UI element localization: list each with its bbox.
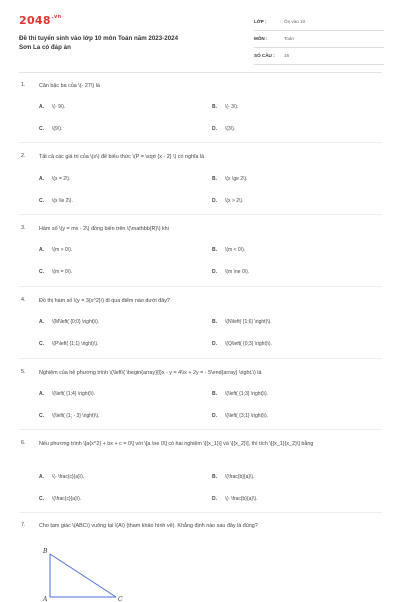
exam-title-line1: Đề thi tuyển sinh vào lớp 10 môn Toán năm 2023-2024 xyxy=(19,35,179,42)
question-number: 5. xyxy=(21,369,26,375)
question-text: Hàm số \(y = mx - 2\) đồng biến trên \(\mathbb{R}\) khi xyxy=(39,226,169,232)
option-b[interactable] xyxy=(212,176,248,182)
option-a[interactable] xyxy=(39,319,99,325)
option-letter: B. xyxy=(212,391,217,397)
option-letter: C. xyxy=(39,269,44,275)
option-text: \(Q\left( {0;3} \right)\). xyxy=(225,341,272,347)
question-text: Cho tam giác \(ABC\) vuông tại \(A\) (tham khảo hình vẽ). Khẳng định nào sau đây là đúng? xyxy=(39,523,258,529)
logo-suffix: .vn xyxy=(51,14,62,20)
exam-header xyxy=(0,0,400,70)
option-text: \(9\). xyxy=(52,126,63,132)
option-text: \(3\). xyxy=(225,126,236,132)
option-a[interactable] xyxy=(39,247,72,253)
option-text: \(x = 2\). xyxy=(52,176,71,182)
option-letter: C. xyxy=(39,198,44,204)
meta-value-count: 16 xyxy=(284,53,290,58)
option-letter: D. xyxy=(212,341,217,347)
option-text: \(- \frac{b}{a}\). xyxy=(225,496,258,502)
option-d[interactable] xyxy=(212,269,249,275)
option-text: \(- 9\). xyxy=(52,104,66,110)
header-divider xyxy=(19,72,382,73)
option-d[interactable] xyxy=(212,126,235,132)
option-c[interactable] xyxy=(39,341,98,347)
option-b[interactable] xyxy=(212,474,254,480)
option-text: \(\frac{c}{a}\). xyxy=(52,496,82,502)
option-d[interactable] xyxy=(212,341,272,347)
option-b[interactable] xyxy=(212,391,268,397)
site-logo[interactable] xyxy=(19,14,61,27)
option-letter: D. xyxy=(212,126,217,132)
meta-row-subject xyxy=(254,31,384,48)
question-number: 7. xyxy=(21,522,26,528)
option-letter: B. xyxy=(212,319,217,325)
question-text: Tất cả các giá trị của \(x\) để biểu thức \(P = \sqrt {x - 2} \) có nghĩa là xyxy=(39,154,205,160)
option-letter: A. xyxy=(39,176,44,182)
option-text: \(m \ne 0\). xyxy=(225,269,250,275)
option-a[interactable] xyxy=(39,104,65,110)
option-text: \(N\left( {1;6} \right)\). xyxy=(225,319,272,325)
option-letter: A. xyxy=(39,319,44,325)
option-letter: A. xyxy=(39,104,44,110)
option-text: \(\left( {1;3} \right)\). xyxy=(225,391,269,397)
option-letter: B. xyxy=(212,474,217,480)
option-c[interactable] xyxy=(39,126,62,132)
option-b[interactable] xyxy=(212,247,245,253)
question-number: 1. xyxy=(21,82,26,88)
option-b[interactable] xyxy=(212,104,238,110)
option-a[interactable] xyxy=(39,391,95,397)
option-d[interactable] xyxy=(212,198,243,204)
question-text: Nghiệm của hệ phương trình \(\left\{ \begin{array}{l}x - y = 4\\x + 2y = - 5\end{array} \right.\) là xyxy=(39,370,262,376)
option-letter: A. xyxy=(39,391,44,397)
question-divider xyxy=(19,429,382,430)
option-a[interactable] xyxy=(39,474,84,480)
option-c[interactable] xyxy=(39,269,72,275)
exam-title-line2: Sơn La có đáp án xyxy=(19,44,71,51)
option-text: \(x \ge 2\). xyxy=(225,176,248,182)
option-text: \(- \frac{c}{a}\). xyxy=(52,474,85,480)
question-number: 2. xyxy=(21,153,26,159)
option-letter: D. xyxy=(212,413,217,419)
meta-key-class: LỚP : xyxy=(254,19,267,24)
option-d[interactable] xyxy=(212,496,258,502)
option-text: \(\frac{b}{a}\). xyxy=(225,474,255,480)
option-text: \(x \le 2\). xyxy=(52,198,73,204)
option-letter: D. xyxy=(212,496,217,502)
meta-value-class: Ôn vào 10 xyxy=(284,19,306,24)
option-text: \(P\left( {1;1} \right)\). xyxy=(52,341,99,347)
option-text: \(- 3\). xyxy=(225,104,239,110)
question-divider xyxy=(19,358,382,359)
question-divider xyxy=(19,142,382,143)
option-text: \(x > 2\). xyxy=(225,198,244,204)
question-text: Đồ thị hàm số \(y = 3{x^2}\) đi qua điểm nào dưới đây? xyxy=(39,298,170,304)
option-letter: D. xyxy=(212,269,217,275)
vertex-label-c: C xyxy=(118,596,123,602)
question-divider xyxy=(19,512,382,513)
question-number: 4. xyxy=(21,297,26,303)
vertex-label-b: B xyxy=(43,548,48,555)
option-letter: C. xyxy=(39,496,44,502)
option-text: \(m = 0\). xyxy=(52,269,73,275)
question-number: 6. xyxy=(21,440,26,446)
option-letter: C. xyxy=(39,126,44,132)
option-letter: C. xyxy=(39,413,44,419)
option-b[interactable] xyxy=(212,319,272,325)
exam-title xyxy=(19,34,244,52)
option-text: \(m < 0\). xyxy=(225,247,246,253)
meta-key-count: SỐ CÂU : xyxy=(254,53,275,58)
vertex-label-a: A xyxy=(43,596,48,602)
triangle-figure xyxy=(30,540,140,602)
option-c[interactable] xyxy=(39,413,100,419)
question-divider xyxy=(19,214,382,215)
question-number: 3. xyxy=(21,225,26,231)
option-text: \(m > 0\). xyxy=(52,247,73,253)
side-bc xyxy=(50,554,116,597)
meta-value-subject: Toán xyxy=(284,36,294,41)
option-text: \(\left( {3;1} \right)\). xyxy=(225,413,269,419)
option-letter: B. xyxy=(212,104,217,110)
meta-row-count xyxy=(254,48,384,65)
option-c[interactable] xyxy=(39,198,73,204)
logo-text: 2048 xyxy=(19,14,51,27)
option-text: \(\left( {1;4} \right)\). xyxy=(52,391,96,397)
question-text: Căn bậc ba của \(- 27\) là xyxy=(39,83,100,89)
meta-row-class xyxy=(254,14,384,31)
meta-key-subject: MÔN : xyxy=(254,36,268,41)
option-d[interactable] xyxy=(212,413,268,419)
option-text: \(M\left( {0;0} \right)\). xyxy=(52,319,100,325)
question-divider xyxy=(19,286,382,287)
option-letter: A. xyxy=(39,474,44,480)
option-c[interactable] xyxy=(39,496,81,502)
option-letter: B. xyxy=(212,176,217,182)
option-letter: A. xyxy=(39,247,44,253)
question-text: Nếu phương trình \[a{x^2} + bx + c = 0\] với \[a \ne 0\] có hai nghiệm \[{x_1}\] và \[{x_2}\], thì tích \[{x_1}{x_2}\] bằng xyxy=(39,441,314,447)
option-letter: C. xyxy=(39,341,44,347)
option-text: \(\left( {1; - 3} \right)\). xyxy=(52,413,100,419)
option-a[interactable] xyxy=(39,176,70,182)
exam-meta xyxy=(254,14,384,65)
option-letter: B. xyxy=(212,247,217,253)
option-letter: D. xyxy=(212,198,217,204)
